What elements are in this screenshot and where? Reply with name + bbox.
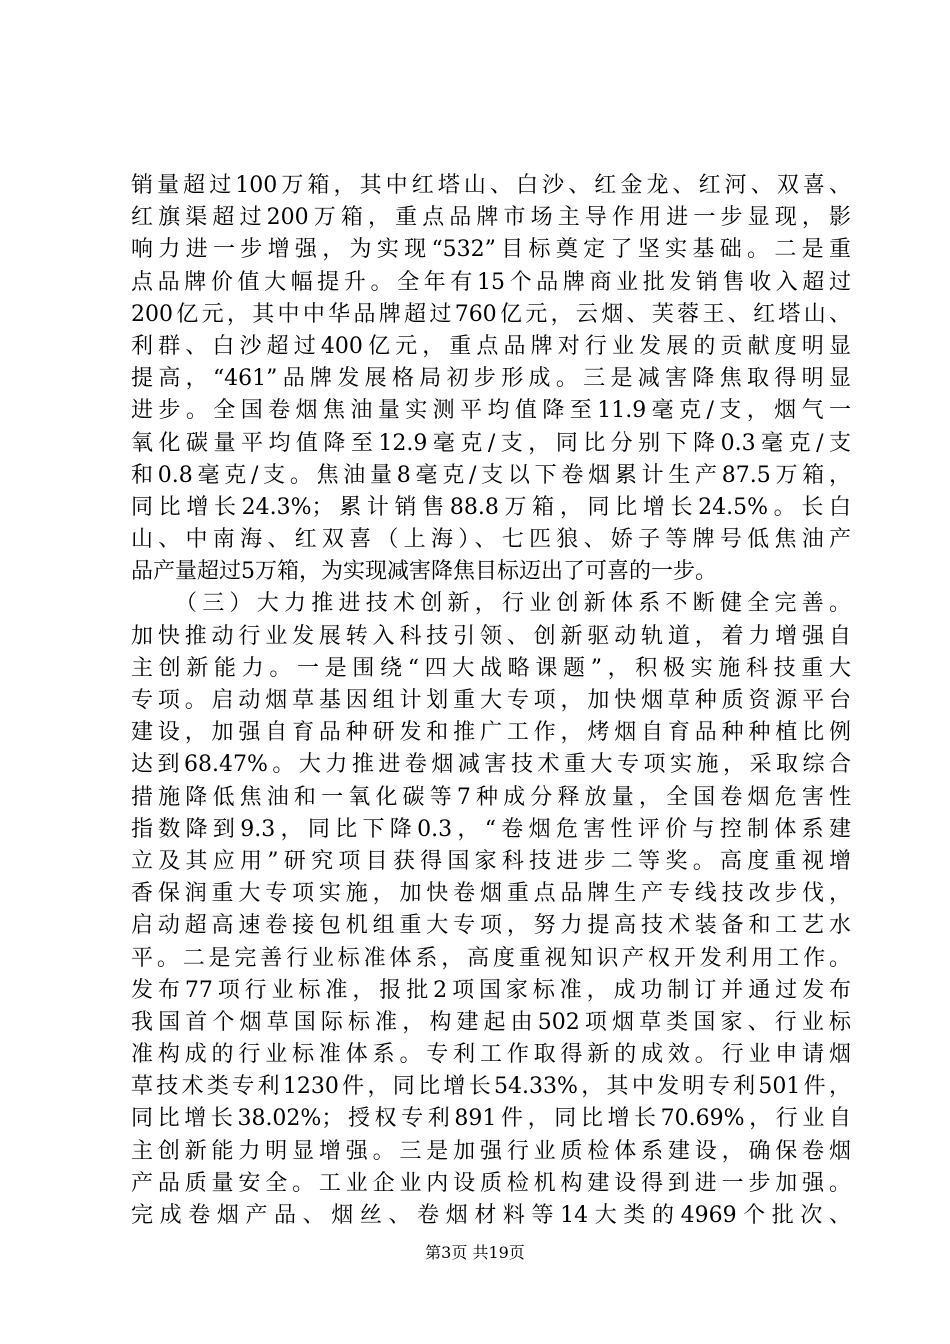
text-line: 立及其应用”研究项目获得国家科技进步二等奖。高度重视增 (131, 848, 851, 874)
text-line: 完成卷烟产品、烟丝、卷烟材料等14大类的4969个批次、 (131, 1203, 851, 1228)
text-line: 红旗渠超过200万箱，重点品牌市场主导作用进一步显现，影 (131, 205, 851, 231)
text-line: 销量超过100万箱，其中红塔山、白沙、红金龙、红河、双喜、 (131, 173, 851, 198)
text-line: 主创新能力。一是围绕“四大战略课题”，积极实施科技重大 (131, 655, 851, 681)
text-line: 指数降到9.3，同比下降0.3，“卷烟危害性评价与控制体系建 (131, 816, 851, 842)
text-line: 专项。启动烟草基因组计划重大专项，加快烟草种质资源平台 (131, 688, 851, 713)
text-line: 同比增长24.3%；累计销售88.8万箱，同比增长24.5%。长白 (131, 494, 851, 520)
text-line: 发布77项行业标准，报批2项国家标准，成功制订并通过发布 (131, 977, 851, 1003)
text-line: 准构成的行业标准体系。专利工作取得新的成效。行业申请烟 (131, 1042, 851, 1068)
text-line: 香保润重大专项实施，加快卷烟重点品牌生产专线技改步伐， (131, 881, 851, 907)
text-line: 措施降低焦油和一氧化碳等7种成分释放量，全国卷烟危害性 (131, 784, 851, 810)
page-number-footer: 第3页 共19页 (425, 1243, 525, 1262)
text-line: 平。二是完善行业标准体系，高度重视知识产权开发利用工作。 (131, 945, 851, 971)
text-line: 我国首个烟草国际标准，构建起由502项烟草类国家、行业标 (131, 1009, 851, 1035)
section-heading-line: （三）大力推进技术创新，行业创新体系不断健全完善。 (175, 591, 851, 617)
text-line: 山、中南海、红双喜（上海）、七匹狼、娇子等牌号低焦油产 (131, 527, 851, 553)
text-line: 启动超高速卷接包机组重大专项，努力提高技术装备和工艺水 (131, 913, 851, 939)
text-line: 同比增长38.02%；授权专利891件，同比增长70.69%，行业自 (131, 1106, 851, 1132)
body-text (131, 170, 851, 1232)
text-line: 达到68.47%。大力推进卷烟减害技术重大专项实施，采取综合 (131, 752, 851, 778)
text-line: 氧化碳量平均值降至12.9毫克/支，同比分别下降0.3毫克/支 (131, 430, 851, 456)
text-line: 建设，加强自育品种研发和推广工作，烤烟自育品种种植比例 (131, 720, 851, 746)
text-line: 产品质量安全。工业企业内设质检机构建设得到进一步加强。 (131, 1170, 851, 1196)
text-line: 200亿元，其中中华品牌超过760亿元，云烟、芙蓉王、红塔山、 (131, 301, 851, 327)
text-line: 主创新能力明显增强。三是加强行业质检体系建设，确保卷烟 (131, 1138, 851, 1164)
text-line: 响力进一步增强，为实现“532”目标奠定了坚实基础。二是重 (131, 237, 851, 263)
text-line: 品产量超过5万箱，为实现减害降焦目标迈出了可喜的一步。 (131, 559, 717, 585)
text-line: 加快推动行业发展转入科技引领、创新驱动轨道，着力增强自 (131, 623, 851, 649)
text-line: 提高，“461”品牌发展格局初步形成。三是减害降焦取得明显 (131, 366, 851, 392)
text-line: 进步。全国卷烟焦油量实测平均值降至11.9毫克/支，烟气一 (131, 398, 851, 424)
text-line: 草技术类专利1230件，同比增长54.33%，其中发明专利501件， (131, 1074, 851, 1100)
text-line: 和0.8毫克/支。焦油量8毫克/支以下卷烟累计生产87.5万箱， (131, 462, 851, 488)
text-line: 点品牌价值大幅提升。全年有15个品牌商业批发销售收入超过 (131, 269, 851, 295)
text-line: 利群、白沙超过400亿元，重点品牌对行业发展的贡献度明显 (131, 333, 851, 359)
